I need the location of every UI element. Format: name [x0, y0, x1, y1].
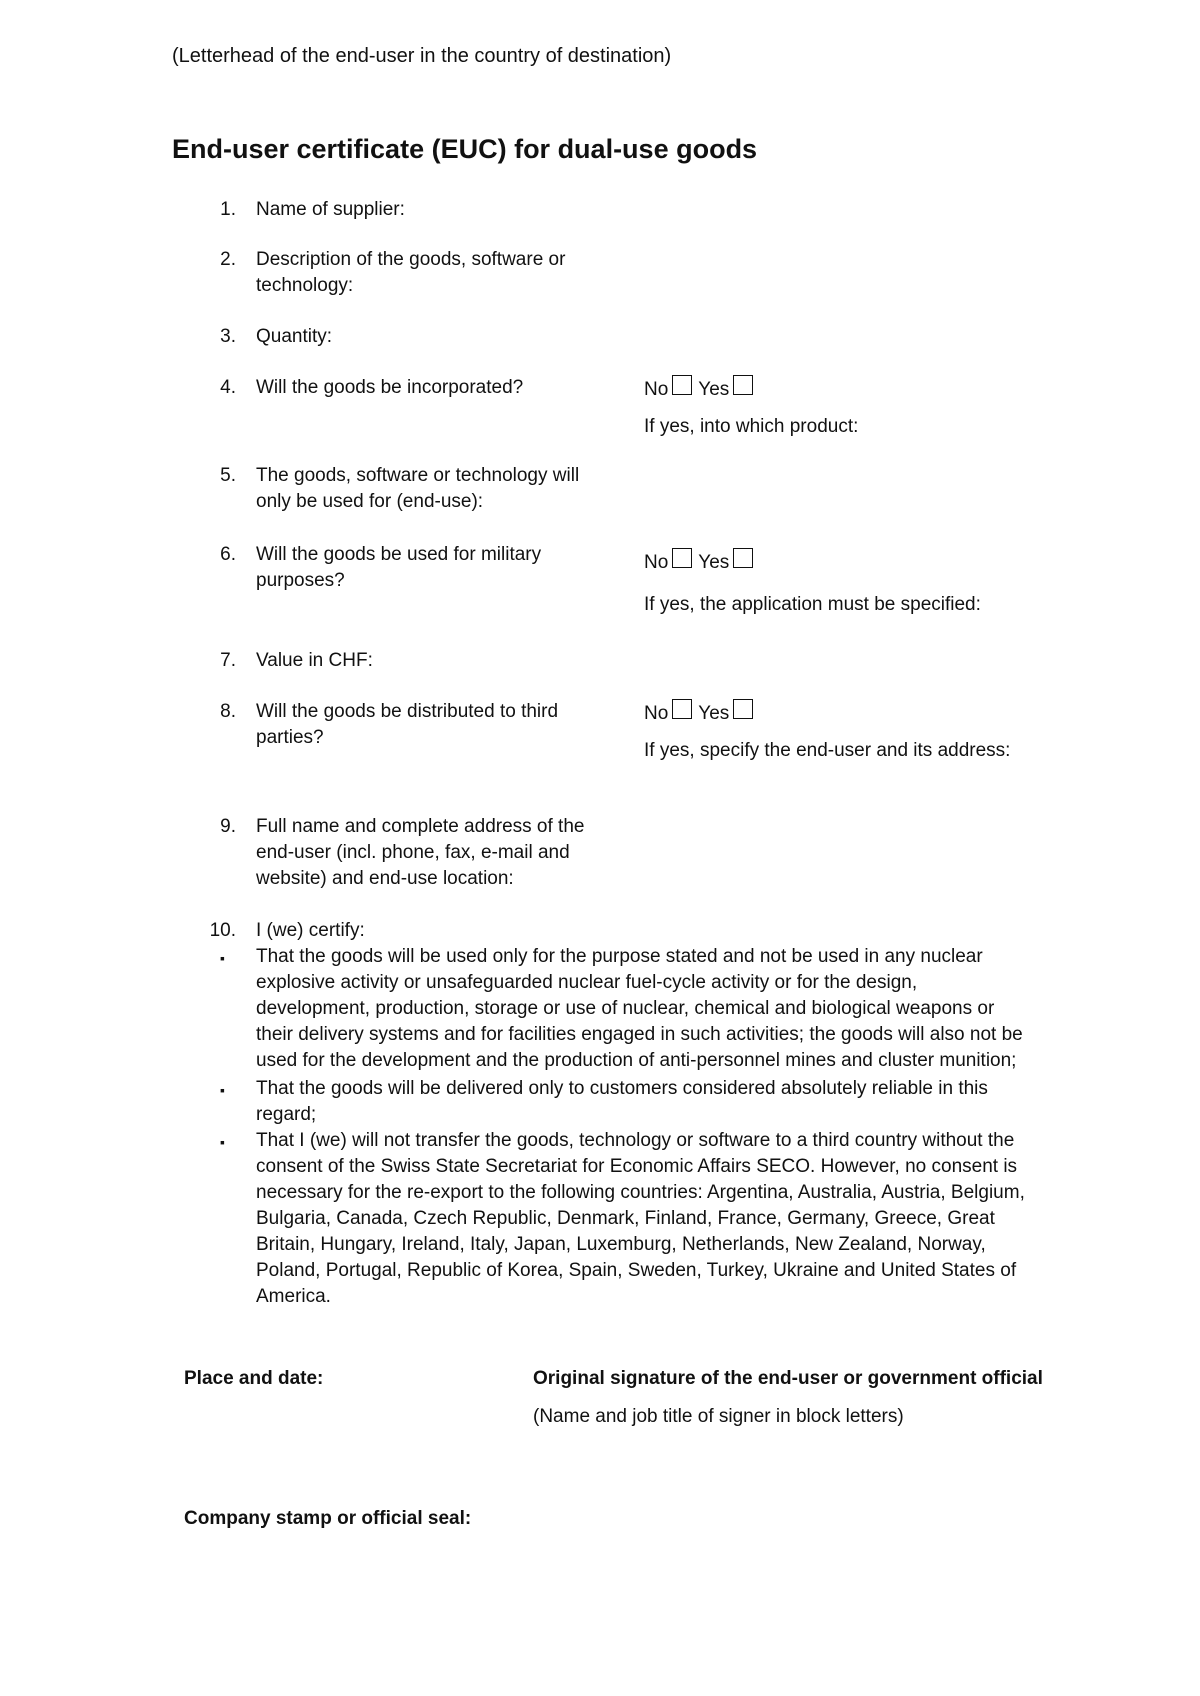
bullet-marker: ▪ [220, 1082, 225, 1098]
item-number: 1. [220, 199, 236, 220]
stamp-label: Company stamp or official seal: [184, 1508, 472, 1529]
text-line: their delivery systems and for facilities engaged in such activities; the goods will also not be [256, 1024, 1023, 1045]
text-line: technology: [256, 275, 354, 296]
followup-application: If yes, the application must be specified: [644, 594, 981, 615]
text-line: Description of the goods, software or [256, 249, 566, 270]
text-line: consent of the Swiss State Secretariat for Economic Affairs SECO. However, no consent is [256, 1156, 1018, 1177]
item-number: 5. [220, 465, 236, 486]
text-line: necessary for the re-export to the following countries: Argentina, Australia, Austria, Belgium, [256, 1182, 1025, 1203]
text-line: purposes? [256, 570, 345, 591]
item-label-value: Value in CHF: [256, 650, 373, 671]
yes-no-choice [644, 548, 759, 576]
text-line: That the goods will be used only for the purpose stated and not be used in any nuclear [256, 946, 983, 967]
item-number: 7. [220, 650, 236, 671]
text-line: That the goods will be delivered only to customers considered absolutely reliable in this [256, 1078, 988, 1099]
item-number: 9. [220, 816, 236, 837]
followup-end-user: If yes, specify the end-user and its address: [644, 740, 1011, 761]
no-label: No [644, 703, 669, 724]
no-checkbox[interactable] [672, 699, 692, 719]
place-and-date-label: Place and date: [184, 1368, 324, 1389]
item-number: 2. [220, 249, 236, 270]
text-line: Bulgaria, Canada, Czech Republic, Denmark, Finland, France, Germany, Greece, Great [256, 1208, 995, 1229]
no-label: No [644, 379, 669, 400]
text-line: development, production, storage or use of nuclear, chemical and biological weapons or [256, 998, 995, 1019]
item-number: 3. [220, 326, 236, 347]
yes-label: Yes [698, 552, 730, 573]
text-line: That I (we) will not transfer the goods, technology or software to a third country without the [256, 1130, 1015, 1151]
text-line: Britain, Hungary, Ireland, Italy, Japan, Luxemburg, Netherlands, New Zealand, Norway, [256, 1234, 986, 1255]
no-checkbox[interactable] [672, 548, 692, 568]
text-line: regard; [256, 1104, 317, 1125]
signer-note: (Name and job title of signer in block letters) [533, 1406, 904, 1427]
certify-bullet [256, 1128, 1086, 1310]
letterhead-note: (Letterhead of the end-user in the country of destination) [172, 45, 672, 67]
text-line: The goods, software or technology will [256, 465, 580, 486]
item-label-certify: I (we) certify: [256, 920, 365, 941]
no-label: No [644, 552, 669, 573]
item-number: 6. [220, 544, 236, 565]
item-number: 8. [220, 701, 236, 722]
item-label-end-use [256, 463, 579, 515]
text-line: only be used for (end-use): [256, 491, 484, 512]
bullet-marker: ▪ [220, 950, 225, 966]
item-label-incorporated: Will the goods be incorporated? [256, 377, 524, 398]
item-label-supplier: Name of supplier: [256, 199, 405, 220]
text-line: used for the development and the production of anti-personnel mines and cluster munition; [256, 1050, 1017, 1071]
page-title: End-user certificate (EUC) for dual-use goods [172, 134, 758, 164]
certify-bullet [256, 944, 1086, 1074]
item-label-quantity: Quantity: [256, 326, 333, 347]
yes-label: Yes [698, 703, 730, 724]
yes-checkbox[interactable] [733, 699, 753, 719]
item-label-description [256, 247, 565, 299]
yes-checkbox[interactable] [733, 375, 753, 395]
bullet-marker: ▪ [220, 1134, 225, 1150]
yes-no-choice [644, 375, 759, 403]
item-label-third-parties [256, 699, 558, 751]
yes-checkbox[interactable] [733, 548, 753, 568]
yes-label: Yes [698, 379, 730, 400]
followup-product: If yes, into which product: [644, 416, 859, 437]
text-line: America. [256, 1286, 331, 1307]
text-line: Will the goods be used for military [256, 544, 542, 565]
text-line: Poland, Portugal, Republic of Korea, Spain, Sweden, Turkey, Ukraine and United States of [256, 1260, 1017, 1281]
item-label-military [256, 542, 541, 594]
item-number: 10. [209, 920, 236, 941]
text-line: explosive activity or unsafeguarded nuclear fuel-cycle activity or for the design, [256, 972, 918, 993]
no-checkbox[interactable] [672, 375, 692, 395]
certify-bullet [256, 1076, 1086, 1128]
yes-no-choice [644, 699, 759, 727]
text-line: Full name and complete address of the [256, 816, 585, 837]
item-number: 4. [220, 377, 236, 398]
item-label-end-user-address [256, 814, 584, 892]
text-line: end-user (incl. phone, fax, e-mail and [256, 842, 570, 863]
text-line: website) and end-use location: [256, 868, 514, 889]
text-line: parties? [256, 727, 324, 748]
text-line: Will the goods be distributed to third [256, 701, 559, 722]
signature-label: Original signature of the end-user or government official [533, 1368, 1043, 1389]
